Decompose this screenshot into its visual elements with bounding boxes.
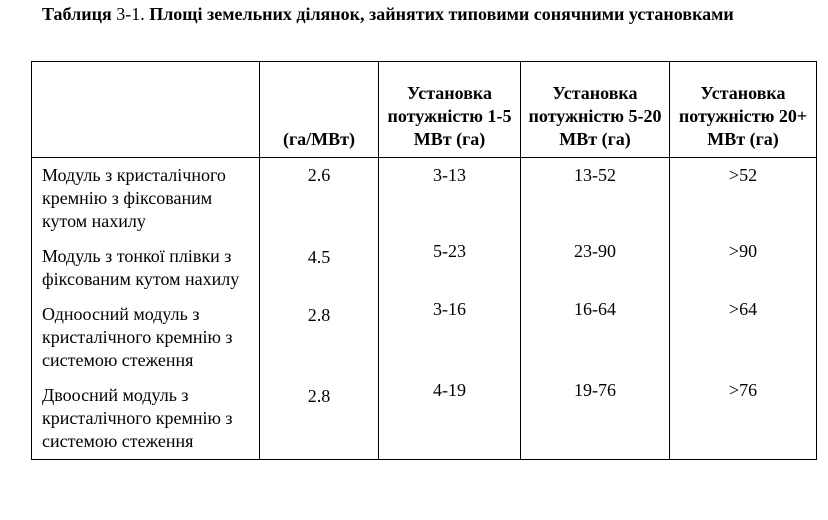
row-label: Одноосний модуль з кристалічного кремнію з системою стеження bbox=[32, 297, 260, 378]
cell-per-mw: 2.8 bbox=[260, 297, 379, 378]
cell-small: 4-19 bbox=[379, 378, 521, 460]
header-medium-plant: Установка потужністю 5-20 МВт (га) bbox=[521, 62, 670, 158]
table-row bbox=[32, 297, 817, 378]
cell-small: 3-13 bbox=[379, 158, 521, 240]
cell-large: >64 bbox=[670, 297, 817, 378]
cell-small: 5-23 bbox=[379, 239, 521, 297]
land-area-table bbox=[31, 61, 817, 460]
row-label: Модуль з тонкої плівки з фіксованим кутом нахилу bbox=[32, 239, 260, 297]
cell-medium: 19-76 bbox=[521, 378, 670, 460]
cell-per-mw: 2.8 bbox=[260, 378, 379, 460]
header-per-mw: (га/МВт) bbox=[260, 62, 379, 158]
cell-small: 3-16 bbox=[379, 297, 521, 378]
table-row bbox=[32, 239, 817, 297]
cell-large: >90 bbox=[670, 239, 817, 297]
table-caption bbox=[42, 4, 802, 25]
header-row bbox=[32, 62, 817, 158]
row-label: Двоосний модуль з кристалічного кремнію з системою стеження bbox=[32, 378, 260, 460]
cell-per-mw: 4.5 bbox=[260, 239, 379, 297]
header-small-plant: Установка потужністю 1-5 МВт (га) bbox=[379, 62, 521, 158]
table-row bbox=[32, 378, 817, 460]
header-blank bbox=[32, 62, 260, 158]
caption-title: Площі земельних ділянок, зайнятих типовими сонячними установками bbox=[144, 4, 734, 24]
cell-per-mw: 2.6 bbox=[260, 158, 379, 240]
caption-prefix: Таблиця bbox=[42, 4, 117, 24]
cell-large: >76 bbox=[670, 378, 817, 460]
cell-medium: 13-52 bbox=[521, 158, 670, 240]
table-row bbox=[32, 158, 817, 240]
cell-medium: 23-90 bbox=[521, 239, 670, 297]
cell-large: >52 bbox=[670, 158, 817, 240]
caption-number: 3-1. bbox=[116, 4, 145, 24]
cell-medium: 16-64 bbox=[521, 297, 670, 378]
header-large-plant: Установка потужністю 20+ МВт (га) bbox=[670, 62, 817, 158]
row-label: Модуль з кристалічного кремнію з фіксованим кутом нахилу bbox=[32, 158, 260, 240]
